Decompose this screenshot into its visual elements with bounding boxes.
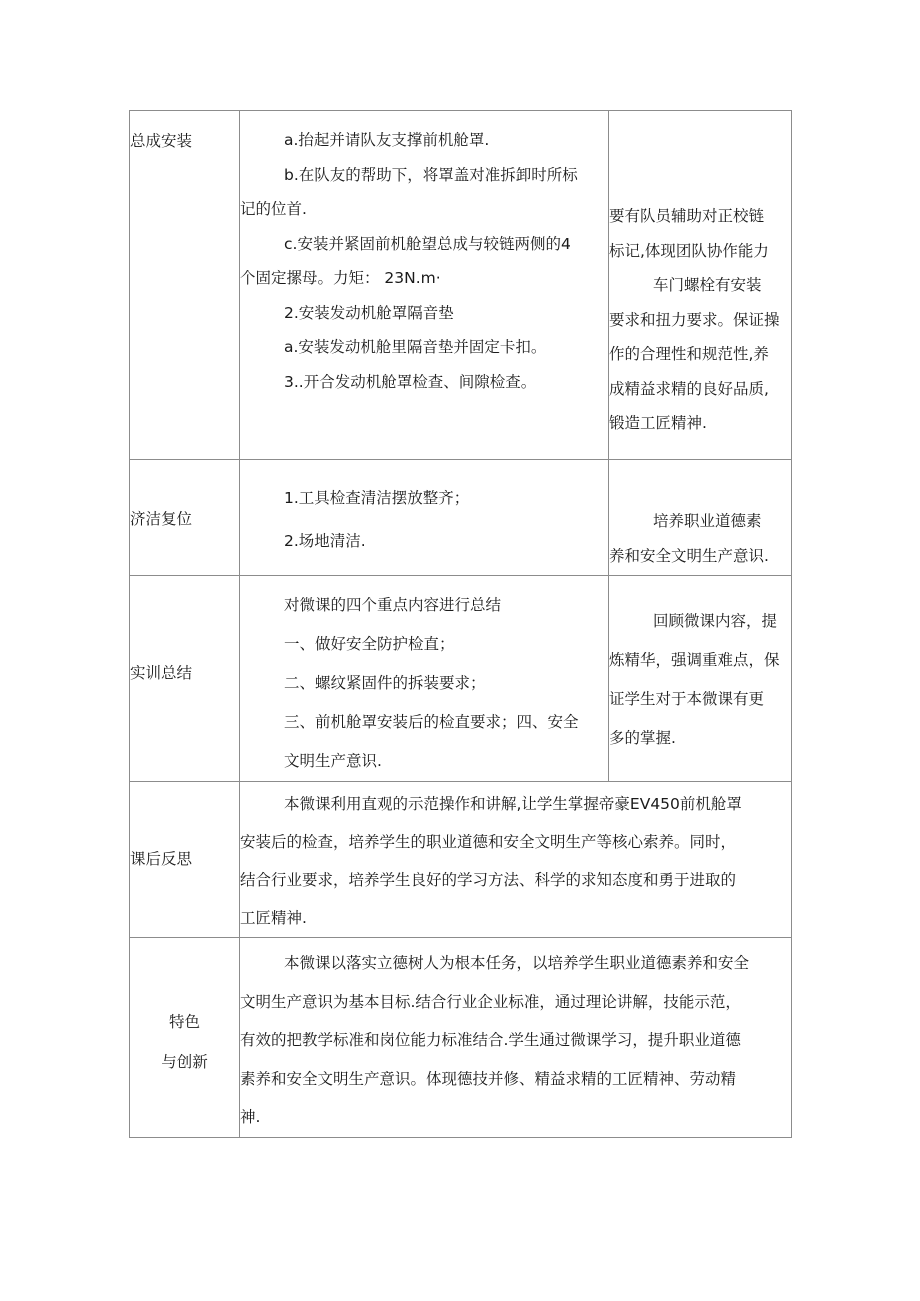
lesson-plan-table	[129, 110, 792, 1138]
text-line: 素养和安全文明生产意识。体现德技并修、精益求精的工匠精神、劳动精	[240, 1069, 737, 1088]
step-line: 2.场地清洁.	[284, 531, 366, 550]
note-line: 锻造工匠精神.	[609, 414, 707, 432]
step-line: 对微课的四个重点内容进行总结	[284, 596, 502, 614]
row-label: 总成安装	[130, 132, 193, 150]
text-line: 本微课利用直观的示范操作和讲解,让学生掌握帝豪EV450前机舱罩	[284, 795, 742, 813]
step-line: 二、螺纹紧固件的拆装要求；	[284, 674, 486, 692]
text-line: 有效的把教学标准和岗位能力标准结合.学生通过微课学习，提升职业道德	[240, 1031, 741, 1049]
text-line: 工匠精神.	[240, 909, 307, 927]
note-line: 培养职业道德素	[653, 512, 762, 530]
row-label: 与创新	[161, 1053, 208, 1071]
row-label: 实训总结	[130, 664, 193, 682]
reflection-cell	[240, 782, 792, 938]
step-line: 一、做好安全防护检直；	[284, 635, 455, 653]
row-label-cell	[130, 460, 240, 576]
note-line: 要求和扭力要求。保证操	[609, 310, 780, 329]
table-row-innovation	[130, 938, 792, 1138]
note-line: 作的合理性和规范性,养	[609, 345, 769, 363]
step-line: 1.工具检查清洁摆放整齐；	[284, 489, 470, 507]
table-row-assembly	[130, 111, 792, 460]
row-label-cell	[130, 938, 240, 1138]
steps-cell	[240, 576, 609, 782]
step-line: b.在队友的帮助下，将罩盖对准拆卸时所标	[284, 165, 578, 184]
row-label: 济洁复位	[130, 510, 193, 528]
text-line: 安装后的检查，培养学生的职业道德和安全文明生产等核心索养。同时，	[240, 833, 737, 851]
steps-cell	[240, 460, 609, 576]
row-label-cell	[130, 111, 240, 460]
step-line: 记的位首.	[240, 200, 307, 218]
table-row-summary	[130, 576, 792, 782]
row-label: 课后反思	[130, 850, 193, 868]
text-line: 结合行业要求，培养学生良好的学习方法、科学的求知态度和勇于进取的	[240, 871, 737, 889]
row-label-cell	[130, 782, 240, 938]
steps-cell	[240, 111, 609, 460]
step-line: 2.安装发动机舱罩隔音垫	[284, 303, 454, 322]
text-line: 文明生产意识为基本目标.结合行业企业标准，通过理论讲解，技能示范，	[240, 992, 741, 1011]
text-line: 本微课以落实立德树人为根本任务，以培养学生职业道德素养和安全	[284, 954, 750, 972]
text-line: 神.	[240, 1108, 261, 1126]
note-line: 标记,体现团队协作能力	[609, 241, 769, 260]
notes-cell	[609, 460, 792, 576]
note-line: 多的掌握.	[609, 729, 676, 747]
note-line: 证学生对于本微课有更	[609, 690, 765, 708]
table-row-cleanup	[130, 460, 792, 576]
note-line: 回顾微课内容，提	[653, 612, 778, 630]
note-line: 养和安全文明生产意识.	[609, 546, 769, 565]
step-line: 个固定摞母。力矩： 23N.m·	[240, 269, 441, 287]
note-line: 要有队员辅助对正校链	[609, 207, 765, 225]
step-line: 3..开合发动机舱罩检查、间隙检查。	[284, 372, 537, 391]
step-line: c.安装并紧固前机舱望总成与较链两侧的4	[284, 234, 571, 253]
row-label: 特色	[168, 1013, 200, 1031]
note-line: 车门螺栓有安装	[653, 276, 762, 294]
innovation-cell	[240, 938, 792, 1138]
row-label-cell	[130, 576, 240, 782]
step-line: 三、前机舱罩安装后的检直要求；四、安全	[284, 713, 579, 731]
note-line: 炼精华，强调重难点，保	[609, 651, 780, 669]
notes-cell	[609, 576, 792, 782]
step-line: a.抬起并请队友支撑前机舱罩.	[284, 131, 490, 149]
step-line: a.安装发动机舱里隔音垫并固定卡扣。	[284, 338, 547, 356]
notes-cell	[609, 111, 792, 460]
table-row-reflection	[130, 782, 792, 938]
step-line: 文明生产意识.	[284, 752, 382, 770]
note-line: 成精益求精的良好品质,	[609, 379, 769, 398]
